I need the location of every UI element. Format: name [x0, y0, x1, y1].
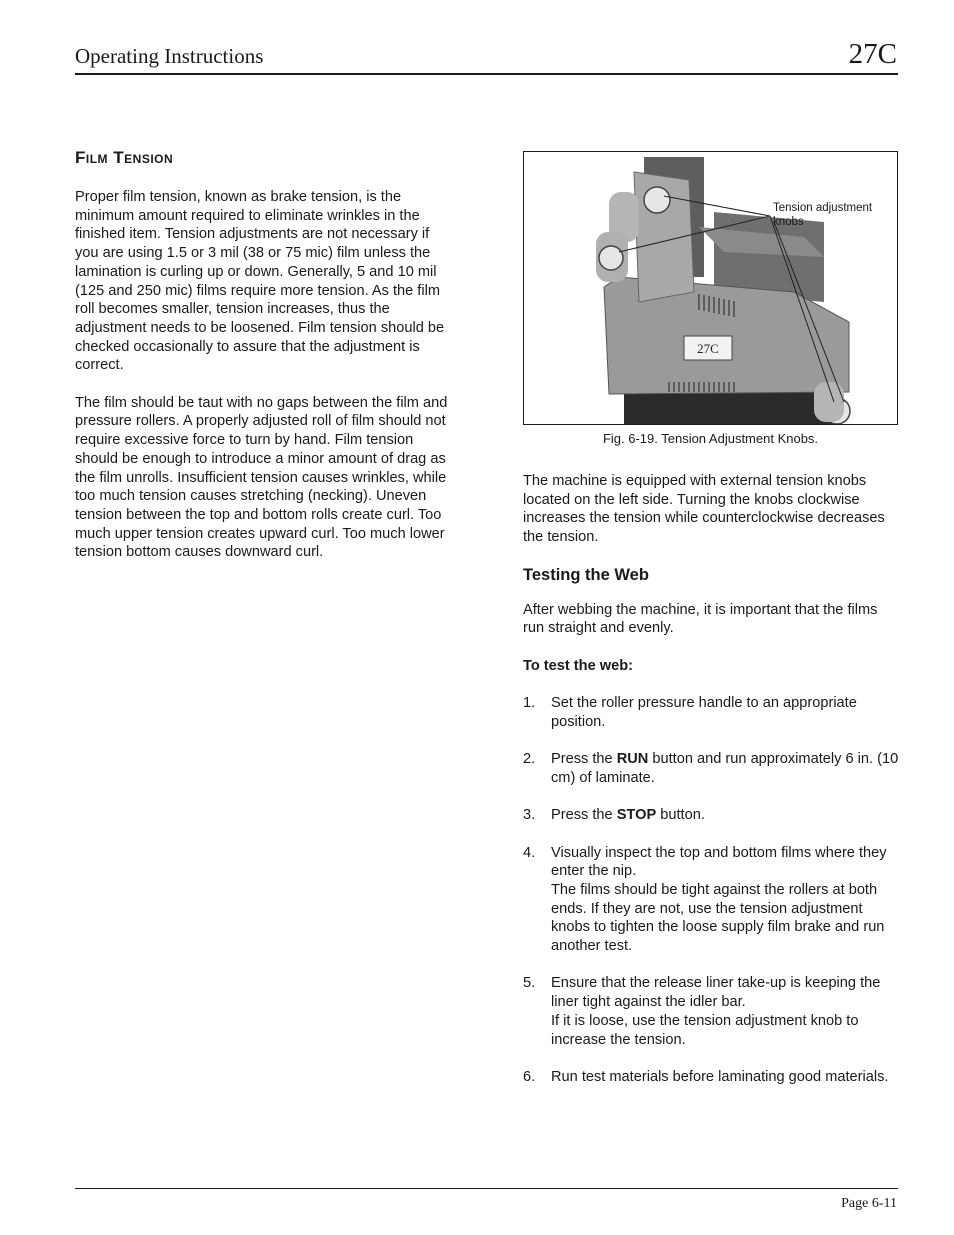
step-item: [523, 1068, 901, 1087]
step-number: 5.: [523, 975, 536, 992]
laminator-illustration: [524, 152, 897, 424]
step-text: Press the RUN button and run approximately 6 in. (10 cm) of laminate.: [551, 751, 899, 786]
left-column: [75, 148, 455, 581]
header-model: 27C: [848, 38, 897, 70]
page-number: Page 6-11: [841, 1196, 897, 1211]
step-number: 1.: [523, 694, 536, 711]
figure-image: [523, 151, 898, 425]
footer-rule: [75, 1188, 898, 1189]
step-item: [523, 806, 901, 825]
steps-heading: To test the web:: [523, 657, 633, 674]
section-title: Film Tension: [75, 148, 174, 167]
film-tension-paragraph-2: The film should be taut with no gaps between the film and pressure rollers. A properly adjusted roll of film should not require excessive force to turn by hand. Film tension should be enough to introduce a minor amount of drag as the film unrolls. Insufficient tension causes wrinkles, while too much tension causes stretching (necking). Uneven tension between the top and bottom rolls create curl. Too much upper tension creates upward curl. Too much lower tension bottom causes downward curl.: [75, 394, 448, 561]
step-item: [523, 694, 901, 731]
run-button-name: RUN: [616, 751, 649, 768]
callout-line-2: knobs: [773, 216, 804, 228]
step-text: Run test materials before laminating good materials.: [551, 1068, 889, 1085]
callout-label: [773, 201, 872, 229]
step-text: Visually inspect the top and bottom films where they enter the nip. The films should be tight against the rollers at both ends. If they are not, use the tension adjustment knobs to tighten the loose supply film brake and run another test.: [551, 844, 887, 955]
step-number: 3.: [523, 807, 536, 824]
stop-button-name: STOP: [616, 807, 657, 824]
step-number: 4.: [523, 844, 536, 861]
figure-caption: Fig. 6-19. Tension Adjustment Knobs.: [602, 431, 819, 446]
step-item: [523, 750, 901, 787]
testing-web-paragraph: After webbing the machine, it is important that the films run straight and evenly.: [523, 601, 878, 637]
film-tension-paragraph-1: Proper film tension, known as brake tension, is the minimum amount required to eliminate wrinkles in the finished item. Tension adjustments are not necessary if you are using 1.5 or 3 mil (38 or 75 mic) film unless the lamination is curling up or down. Generally, 5 and 10 mil (125 and 250 mic) films require more tension. As the film roll becomes smaller, tension increases, thus the adjustment needs to be loosened. Film tension should be checked occasionally to assure that the adjustment is correct.: [75, 189, 445, 374]
step-text: Ensure that the release liner take-up is keeping the liner tight against the idler bar. If it is loose, use the tension adjustment knob to increase the tension.: [551, 975, 881, 1048]
step-item: [523, 974, 901, 1049]
step-text: Set the roller pressure handle to an appropriate position.: [551, 694, 857, 730]
step-number: 2.: [523, 751, 536, 768]
step-text: Press the STOP button.: [551, 807, 705, 824]
tension-knobs-paragraph: The machine is equipped with external tension knobs located on the left side. Turning the knobs clockwise increases the tension while counterclockwise decreases the tension.: [523, 473, 885, 546]
callout-line-1: Tension adjustment: [773, 202, 873, 214]
header-title: Operating Instructions: [75, 44, 264, 68]
step-item: [523, 844, 901, 956]
step-number: 6.: [523, 1068, 536, 1085]
right-column: [523, 472, 901, 1105]
machine-model-label: 27C: [697, 341, 719, 356]
header-rule: [75, 73, 898, 75]
testing-web-heading: Testing the Web: [523, 565, 649, 584]
